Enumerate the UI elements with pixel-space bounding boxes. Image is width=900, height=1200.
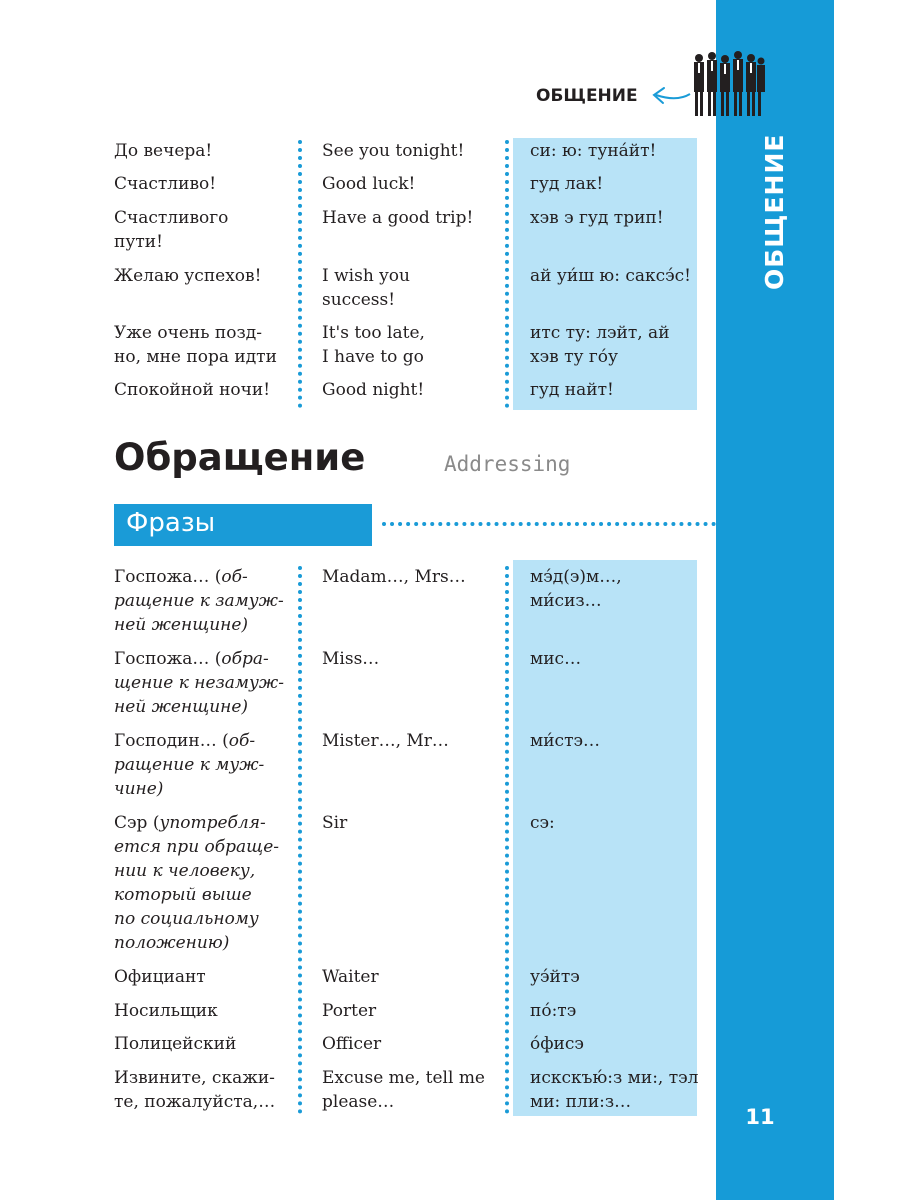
english-phrase <box>322 729 502 753</box>
russian-phrase <box>114 321 290 369</box>
column-divider <box>505 140 509 408</box>
english-line: I wish you <box>322 266 410 286</box>
russian-line <box>114 883 290 907</box>
russian-phrase <box>114 811 290 955</box>
russian-line <box>114 753 290 777</box>
column-divider <box>298 140 302 408</box>
russian-text: Сэр ( <box>114 813 160 833</box>
people-group-icon <box>690 50 766 120</box>
russian-note: положению) <box>114 933 230 953</box>
russian-line <box>114 1066 290 1090</box>
transcription <box>530 378 705 402</box>
transcription <box>530 729 705 753</box>
russian-line <box>114 1032 290 1056</box>
english-phrase <box>322 172 502 196</box>
russian-phrase <box>114 264 290 288</box>
russian-line <box>114 671 290 695</box>
english-phrase <box>322 1032 502 1056</box>
heading-dotted-rule <box>382 522 716 526</box>
russian-note: чине) <box>114 779 164 799</box>
russian-text: Господин… ( <box>114 731 229 751</box>
transcription <box>530 999 705 1023</box>
russian-line: но, мне пора идти <box>114 347 277 367</box>
russian-note: ращение к замуж- <box>114 591 284 611</box>
side-section-label: ОБЩЕНИЕ <box>760 133 789 290</box>
transcription-line: сэ: <box>530 813 555 833</box>
russian-note: об- <box>221 567 248 587</box>
russian-note: ется при обраще- <box>114 837 279 857</box>
english-line: success! <box>322 290 396 310</box>
russian-line <box>114 859 290 883</box>
russian-note: щение к незамуж- <box>114 673 284 693</box>
transcription-line: ми́сиз… <box>530 591 602 611</box>
transcription-line: ай уи́ш ю: саксэ́с! <box>530 266 692 286</box>
russian-line <box>114 565 290 589</box>
russian-text: Госпожа… ( <box>114 567 222 587</box>
english-phrase <box>322 565 502 589</box>
russian-note: об- <box>228 731 256 751</box>
russian-line <box>114 777 290 801</box>
english-line: I have to go <box>322 347 424 367</box>
russian-line <box>114 907 290 931</box>
russian-phrase <box>114 999 290 1023</box>
phrases-heading <box>114 504 372 546</box>
russian-line <box>114 999 290 1023</box>
russian-note: ней женщине) <box>114 697 249 717</box>
english-line: Have a good trip! <box>322 208 474 228</box>
transcription <box>530 965 705 989</box>
english-phrase <box>322 206 502 230</box>
transcription-line: си: ю: туна́йт! <box>530 141 657 161</box>
column-divider <box>505 566 509 1114</box>
transcription-line: искскъю́:з ми:, тэл <box>530 1068 699 1088</box>
transcription <box>530 264 705 288</box>
english-line: Good luck! <box>322 174 416 194</box>
transcription <box>530 139 705 163</box>
english-line: Miss… <box>322 649 380 669</box>
section-title: Обращение <box>114 436 366 479</box>
russian-line: Счастливого <box>114 208 229 228</box>
russian-phrase <box>114 729 290 801</box>
english-phrase <box>322 647 502 671</box>
english-line: Sir <box>322 813 348 833</box>
russian-phrase <box>114 206 290 254</box>
phrases-heading-label: Фразы <box>126 508 216 538</box>
russian-phrase <box>114 565 290 637</box>
transcription <box>530 206 705 230</box>
english-phrase <box>322 1066 502 1114</box>
transcription <box>530 565 705 613</box>
english-line: Mister…, Mr… <box>322 731 449 751</box>
running-head: ОБЩЕНИЕ <box>536 86 638 106</box>
english-line: See you tonight! <box>322 141 465 161</box>
russian-line: До вечера! <box>114 141 213 161</box>
transcription-line: мис… <box>530 649 582 669</box>
russian-line <box>114 695 290 719</box>
english-line: It's too late, <box>322 323 425 343</box>
english-phrase <box>322 999 502 1023</box>
russian-text: Извините, скажи- <box>114 1068 275 1088</box>
russian-line <box>114 589 290 613</box>
russian-phrase <box>114 378 290 402</box>
transcription-line: уэ́йтэ <box>530 967 580 987</box>
russian-note: который выше <box>114 885 252 905</box>
english-line: Porter <box>322 1001 377 1021</box>
column-divider <box>298 566 302 1114</box>
english-line: Good night! <box>322 380 425 400</box>
transcription <box>530 647 705 671</box>
russian-note: обра- <box>221 649 269 669</box>
transcription <box>530 1032 705 1056</box>
english-phrase <box>322 264 502 312</box>
russian-text: Носильщик <box>114 1001 218 1021</box>
english-phrase <box>322 811 502 835</box>
russian-line <box>114 647 290 671</box>
russian-text: Полицейский <box>114 1034 237 1054</box>
english-phrase <box>322 965 502 989</box>
russian-line: Желаю успехов! <box>114 266 262 286</box>
transcription <box>530 321 705 369</box>
russian-line <box>114 965 290 989</box>
english-line: please… <box>322 1092 395 1112</box>
russian-line <box>114 835 290 859</box>
russian-text: те, пожалуйста,… <box>114 1092 276 1112</box>
transcription-line: мэ́д(э)м…, <box>530 567 622 587</box>
russian-phrase <box>114 1066 290 1114</box>
russian-line <box>114 613 290 637</box>
arrow-icon <box>650 82 692 112</box>
russian-line <box>114 931 290 955</box>
transcription-line: гуд лак! <box>530 174 604 194</box>
english-line: Officer <box>322 1034 382 1054</box>
english-line: Excuse me, tell me <box>322 1068 485 1088</box>
transcription-line: о́фисэ <box>530 1034 584 1054</box>
russian-phrase <box>114 172 290 196</box>
transcription-line: ми́стэ… <box>530 731 601 751</box>
russian-note: нии к человеку, <box>114 861 256 881</box>
russian-note: ней женщине) <box>114 615 249 635</box>
transcription-line: гуд найт! <box>530 380 614 400</box>
english-line: Madam…, Mrs… <box>322 567 466 587</box>
transcription-line: хэв э гуд трип! <box>530 208 664 228</box>
transcription-line: хэв ту го́у <box>530 347 619 367</box>
russian-text: Госпожа… ( <box>114 649 222 669</box>
russian-note: ращение к муж- <box>114 755 265 775</box>
english-phrase <box>322 378 502 402</box>
transcription-line: по́:тэ <box>530 1001 577 1021</box>
transcription-line: ми: пли:з… <box>530 1092 632 1112</box>
transcription <box>530 1066 705 1114</box>
section-subtitle: Addressing <box>444 452 571 476</box>
russian-note: по социальному <box>114 909 259 929</box>
russian-phrase <box>114 1032 290 1056</box>
transcription-line: итс ту: лэйт, ай <box>530 323 670 343</box>
russian-line <box>114 811 290 835</box>
english-phrase <box>322 321 502 369</box>
russian-phrase <box>114 139 290 163</box>
russian-line: Уже очень позд- <box>114 323 262 343</box>
russian-line: пути! <box>114 232 163 252</box>
russian-text: Официант <box>114 967 206 987</box>
page-number: 11 <box>745 1105 775 1129</box>
russian-line <box>114 1090 290 1114</box>
english-phrase <box>322 139 502 163</box>
russian-line <box>114 729 290 753</box>
english-line: Waiter <box>322 967 379 987</box>
russian-line: Счастливо! <box>114 174 217 194</box>
transcription <box>530 811 705 835</box>
russian-phrase <box>114 965 290 989</box>
russian-phrase <box>114 647 290 719</box>
russian-line: Спокойной ночи! <box>114 380 271 400</box>
russian-note: употребля- <box>159 813 266 833</box>
transcription <box>530 172 705 196</box>
